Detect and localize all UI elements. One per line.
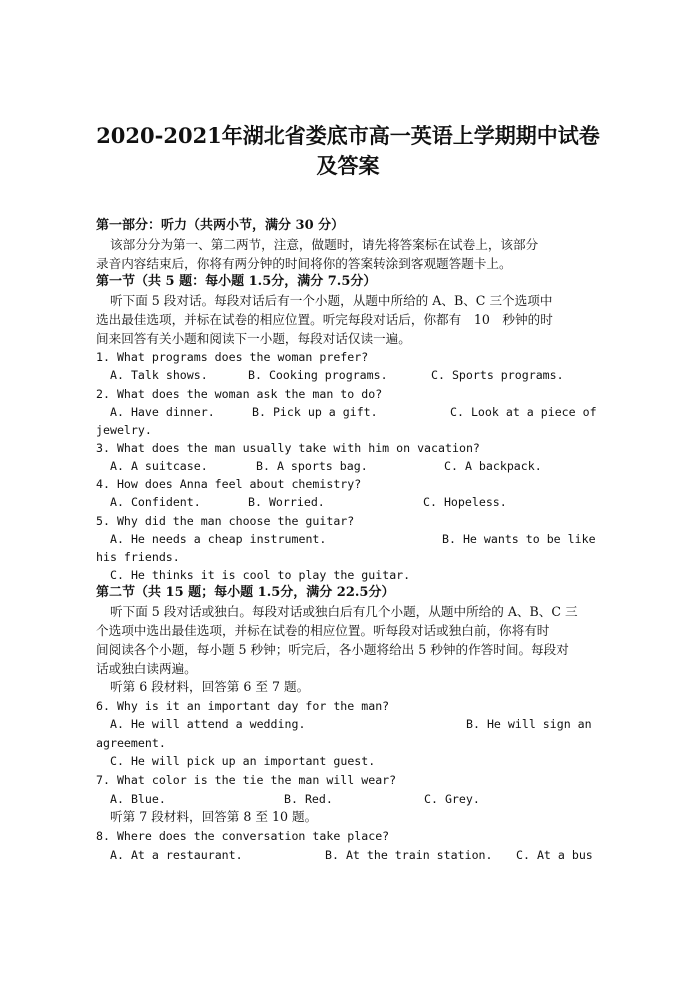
- question-8-option-a: A. At a restaurant.: [110, 848, 243, 862]
- part1-intro-line-1: 该部分分为第一、第二两节，注意，做题时，请先将答案标在试卷上，该部分: [110, 237, 539, 252]
- part1-heading: 第一部分：听力（共两小节，满分 30 分）: [96, 218, 345, 233]
- question-1-option-c: C. Sports programs.: [431, 368, 564, 382]
- question-1-options: [96, 366, 600, 385]
- section2-directions-line-1: 听下面 5 段对话或独白。每段对话或独白后有几个小题，从题中所给的 A、B、C 三: [110, 604, 578, 619]
- question-5-option-a: A. He needs a cheap instrument.: [110, 532, 327, 546]
- question-4-option-a: A. Confident.: [110, 495, 201, 509]
- question-2-options: [96, 403, 600, 422]
- question-3: 3. What does the man usually take with him on vacation?: [96, 441, 480, 455]
- question-6-option-b-continued: agreement.: [96, 736, 166, 750]
- question-8-options: [96, 846, 600, 865]
- question-1-option-a: A. Talk shows.: [110, 368, 208, 382]
- section2-heading: 第二节（共 15 题；每小题 1.5分，满分 22.5分）: [96, 585, 395, 600]
- question-3-option-b: B. A sports bag.: [256, 459, 368, 473]
- question-3-option-a: A. A suitcase.: [110, 459, 208, 473]
- document-title-line-2: 及答案: [316, 153, 380, 178]
- question-6-option-b: B. He will sign an: [466, 717, 592, 731]
- section2-directions-line-2: 个选项中选出最佳选项，并标在试卷的相应位置。听每段对话或独白前，你将有时: [96, 623, 550, 638]
- question-5-option-b: B. He wants to be like: [442, 532, 596, 546]
- section2-directions-line-3: 间阅读各个小题，每小题 5 秒钟；听完后，各小题将给出 5 秒钟的作答时间。每段对: [96, 642, 569, 657]
- material-7-instruction: 听第 7 段材料，回答第 8 至 10 题。: [110, 809, 318, 824]
- question-1-option-b: B. Cooking programs.: [248, 368, 388, 382]
- question-2-option-c-continued: jewelry.: [96, 423, 152, 437]
- question-7-option-a: A. Blue.: [110, 792, 166, 806]
- question-8: 8. Where does the conversation take place?: [96, 829, 390, 843]
- section1-directions-line-2: 选出最佳选项，并标在试卷的相应位置。听完每段对话后，你都有 10 秒钟的时: [96, 312, 553, 327]
- question-7-options: [96, 790, 600, 809]
- question-2: 2. What does the woman ask the man to do?: [96, 387, 383, 401]
- question-7-option-b: B. Red.: [284, 792, 333, 806]
- question-5: 5. Why did the man choose the guitar?: [96, 514, 355, 528]
- question-4: 4. How does Anna feel about chemistry?: [96, 477, 362, 491]
- material-6-instruction: 听第 6 段材料，回答第 6 至 7 题。: [110, 679, 310, 694]
- question-5-option-c: C. He thinks it is cool to play the guitar.: [110, 568, 411, 582]
- question-3-option-c: C. A backpack.: [444, 459, 542, 473]
- question-2-option-c: C. Look at a piece of: [450, 405, 597, 419]
- section1-heading: 第一节（共 5 题：每小题 1.5分，满分 7.5分）: [96, 274, 377, 289]
- question-6-options: [96, 715, 600, 734]
- question-4-option-c: C. Hopeless.: [423, 495, 507, 509]
- section1-directions-line-1: 听下面 5 段对话。每段对话后有一个小题，从题中所给的 A、B、C 三个选项中: [110, 293, 553, 308]
- question-8-option-b: B. At the train station.: [325, 848, 493, 862]
- question-4-option-b: B. Worried.: [248, 495, 325, 509]
- section2-directions-line-4: 话或独白读两遍。: [96, 661, 197, 676]
- question-5-option-b-continued: his friends.: [96, 550, 180, 564]
- section1-directions-line-3: 间来回答有关小题和阅读下一小题，每段对话仅读一遍。: [96, 331, 411, 346]
- question-5-option-c-line: [96, 566, 600, 585]
- question-7: 7. What color is the tie the man will wear?: [96, 773, 397, 787]
- question-6: 6. Why is it an important day for the man?: [96, 699, 390, 713]
- question-6-option-c: C. He will pick up an important guest.: [110, 754, 376, 768]
- question-3-options: [96, 457, 600, 476]
- question-5-options: [96, 530, 600, 549]
- part1-intro-line-2: 录音内容结束后，你将有两分钟的时间将你的答案转涂到客观题答题卡上。: [96, 256, 512, 271]
- question-6-option-a: A. He will attend a wedding.: [110, 717, 306, 731]
- question-8-option-c: C. At a bus: [516, 848, 593, 862]
- question-6-option-c-line: [96, 752, 600, 771]
- question-1: 1. What programs does the woman prefer?: [96, 350, 369, 364]
- question-2-option-b: B. Pick up a gift.: [252, 405, 378, 419]
- question-7-option-c: C. Grey.: [424, 792, 480, 806]
- question-2-option-a: A. Have dinner.: [110, 405, 215, 419]
- question-4-options: [96, 493, 600, 512]
- document-title-line-1: 2020-2021年湖北省娄底市高一英语上学期期中试卷: [96, 123, 600, 148]
